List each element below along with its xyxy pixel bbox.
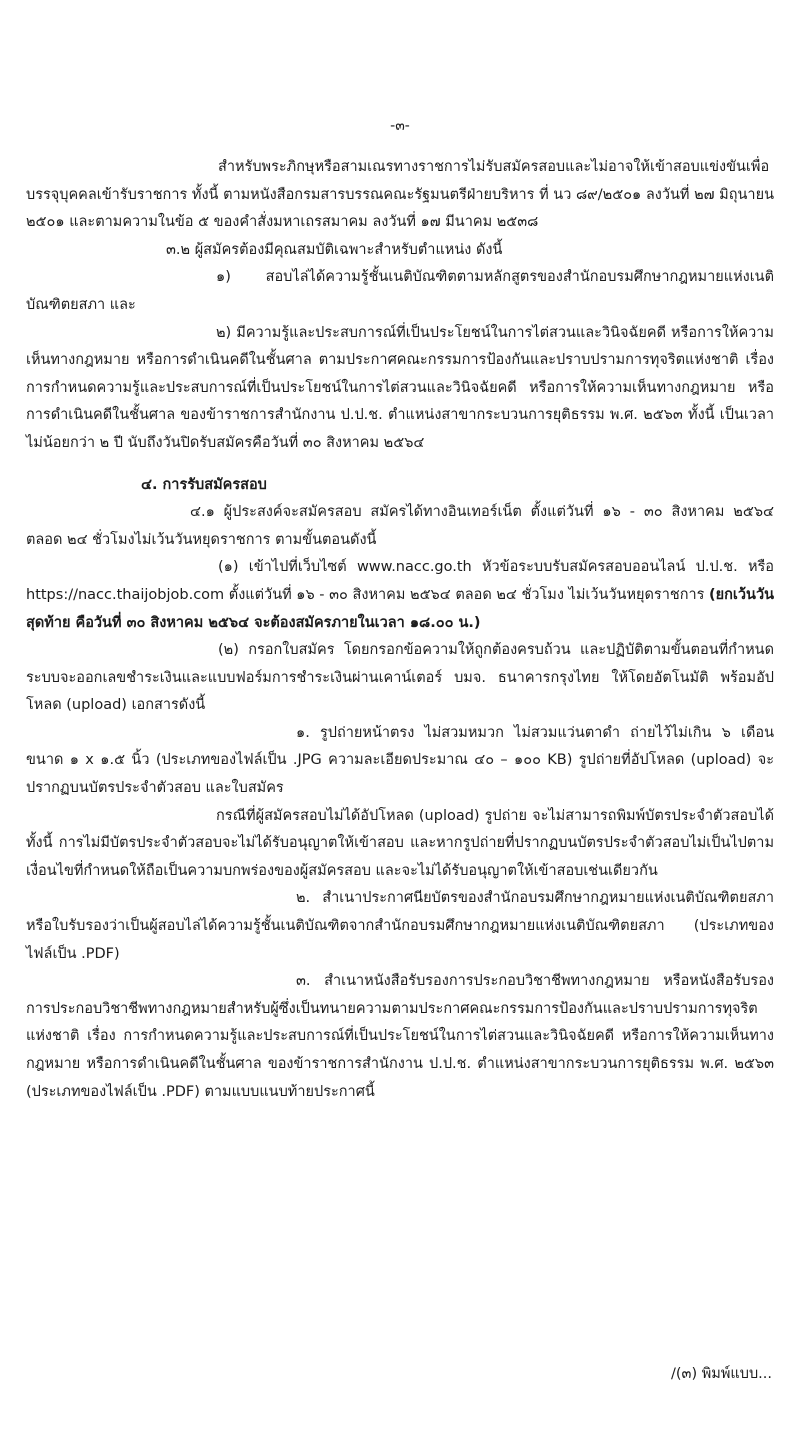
section-3-2-heading: ๓.๒ ผู้สมัครต้องมีคุณสมบัติเฉพาะสำหรับตำแหน่ง ดังนี้ [166,241,503,258]
document-item-3: ๓. สำเนาหนังสือรับรองการประกอบวิชาชีพทางกฎหมาย หรือหนังสือรับรองการประกอบวิชาชีพทางกฎหมายสำหรับผู้ซึ่งเป็นทนายความตามประกาศคณะกรรมการป้องกันและปราบปรามการทุจริตแห่งชาติ เรื่อง การกำหนดความรู้และประสบการณ์ที่เป็นประโยชน์ในการไต่สวนและวินิจฉัยคดี หรือการให้ความเห็นทางกฎหมาย หรือการดำเนินคดีในชั้นศาล ของข้าราชการสำนักงาน ป.ป.ช. ตำแหน่งสาขากระบวนการยุติธรรม พ.ศ. ๒๕๖๓ (ประเภทของไฟล์เป็น .PDF) ตามแบบแนบท้ายประกาศนี้ [26,973,774,1100]
continuation-marker: /(๓) พิมพ์แบบ... [671,1366,772,1382]
document-item-1: ๑. รูปถ่ายหน้าตรง ไม่สวมหมวก ไม่สวมแว่นตาดำ ถ่ายไว้ไม่เกิน ๖ เดือน ขนาด ๑ x ๑.๕ นิ้ว (ประเภทของไฟล์เป็น .JPG ความละเอียดประมาณ ๔๐ – ๑๐๐ KB) รูปถ่ายที่อัปโหลด (upload) จะปรากฏบนบัตรประจำตัวสอบ และใบสมัคร [26,724,774,797]
section-3-2-item-1: ๑) สอบไล่ได้ความรู้ชั้นเนติบัณฑิตตามหลักสูตรของสำนักอบรมศึกษากฎหมายแห่งเนติบัณฑิตยสภา และ [26,269,774,313]
section-3-2-item-2: ๒) มีความรู้และประสบการณ์ที่เป็นประโยชน์ในการไต่สวนและวินิจฉัยคดี หรือการให้ความเห็นทางกฎหมาย หรือการดำเนินคดีในชั้นศาล ตามประกาศคณะกรรมการป้องกันและปราบปรามการทุจริตแห่งชาติ เรื่อง การกำหนดความรู้และประสบการณ์ที่เป็นประโยชน์ในการไต่สวนและวินิจฉัยคดี หรือการให้ความเห็นทางกฎหมาย หรือการดำเนินคดีในชั้นศาล ของข้าราชการสำนักงาน ป.ป.ช. ตำแหน่งสาขากระบวนการยุติธรรม พ.ศ. ๒๕๖๓ ทั้งนี้ เป็นเวลาไม่น้อยกว่า ๒ ปี นับถึงวันปิดรับสมัครคือวันที่ ๓๐ สิงหาคม ๒๕๖๔ [26,324,774,451]
page-number: -๓- [390,118,410,134]
document-item-2: ๒. สำเนาประกาศนียบัตรของสำนักอบรมศึกษากฎหมายแห่งเนติบัณฑิตยสภา หรือใบรับรองว่าเป็นผู้สอบไล่ได้ความรู้ชั้นเนติบัณฑิตจากสำนักอบรมศึกษากฎหมายแห่งเนติบัณฑิตยสภา (ประเภทของไฟล์เป็น .PDF) [26,890,774,962]
section-4-1: ๔.๑ ผู้ประสงค์จะสมัครสอบ สมัครได้ทางอินเทอร์เน็ต ตั้งแต่วันที่ ๑๖ - ๓๐ สิงหาคม ๒๕๖๔ ตลอด ๒๔ ชั่วโมงไม่เว้นวันหยุดราชการ ตามขั้นตอนดังนี้ [26,504,774,548]
paragraph-monk-restriction: สำหรับพระภิกษุหรือสามเณรทางราชการไม่รับสมัครสอบและไม่อาจให้เข้าสอบแข่งขันเพื่อบรรจุบุคคลเข้ารับราชการ ทั้งนี้ ตามหนังสือกรมสารบรรณคณะรัฐมนตรีฝ่ายบริหาร ที่ นว ๘๙/๒๕๐๑ ลงวันที่ ๒๗ มิถุนายน ๒๕๐๑ และตามความในข้อ ๕ ของคำสั่งมหาเถรสมาคม ลงวันที่ ๑๗ มีนาคม ๒๕๓๘ [26,159,774,231]
step-1 [26,554,774,637]
document-item-1-note: กรณีที่ผู้สมัครสอบไม่ได้อัปโหลด (upload) รูปถ่าย จะไม่สามารถพิมพ์บัตรประจำตัวสอบได้ ทั้งนี้ การไม่มีบัตรประจำตัวสอบจะไม่ได้รับอนุญาตให้เข้าสอบ และหากรูปถ่ายที่ปรากฏบนบัตรประจำตัวสอบไม่เป็นไปตามเงื่อนไขที่กำหนดให้ถือเป็นความบกพร่องของผู้สมัครสอบ และจะไม่ได้รับอนุญาตให้เข้าสอบเช่นเดียวกัน [26,807,774,879]
step-1-deadline-note: (ยกเว้นวันสุดท้าย คือวันที่ ๓๐ สิงหาคม ๒๕๖๔ จะต้องสมัครภายในเวลา ๑๘.๐๐ น.) [26,586,774,631]
step-1-text: (๑) เข้าไปที่เว็บไซต์ www.nacc.go.th หัวข้อระบบรับสมัครสอบออนไลน์ ป.ป.ช. หรือ https://nacc.thaijobjob.com ตั้งแต่วันที่ ๑๖ - ๓๐ สิงหาคม ๒๕๖๔ ตลอด ๒๔ ชั่วโมง ไม่เว้นวันหยุดราชการ [26,559,774,603]
step-2: (๒) กรอกใบสมัคร โดยกรอกข้อความให้ถูกต้องครบถ้วน และปฏิบัติตามขั้นตอนที่กำหนด ระบบจะออกเลขชำระเงินและแบบฟอร์มการชำระเงินผ่านเคาน์เตอร์ บมจ. ธนาคารกรุงไทย ให้โดยอัตโนมัติ พร้อมอัปโหลด (upload) เอกสารดังนี้ [26,642,774,714]
section-4-heading: ๔. การรับสมัครสอบ [141,476,267,493]
